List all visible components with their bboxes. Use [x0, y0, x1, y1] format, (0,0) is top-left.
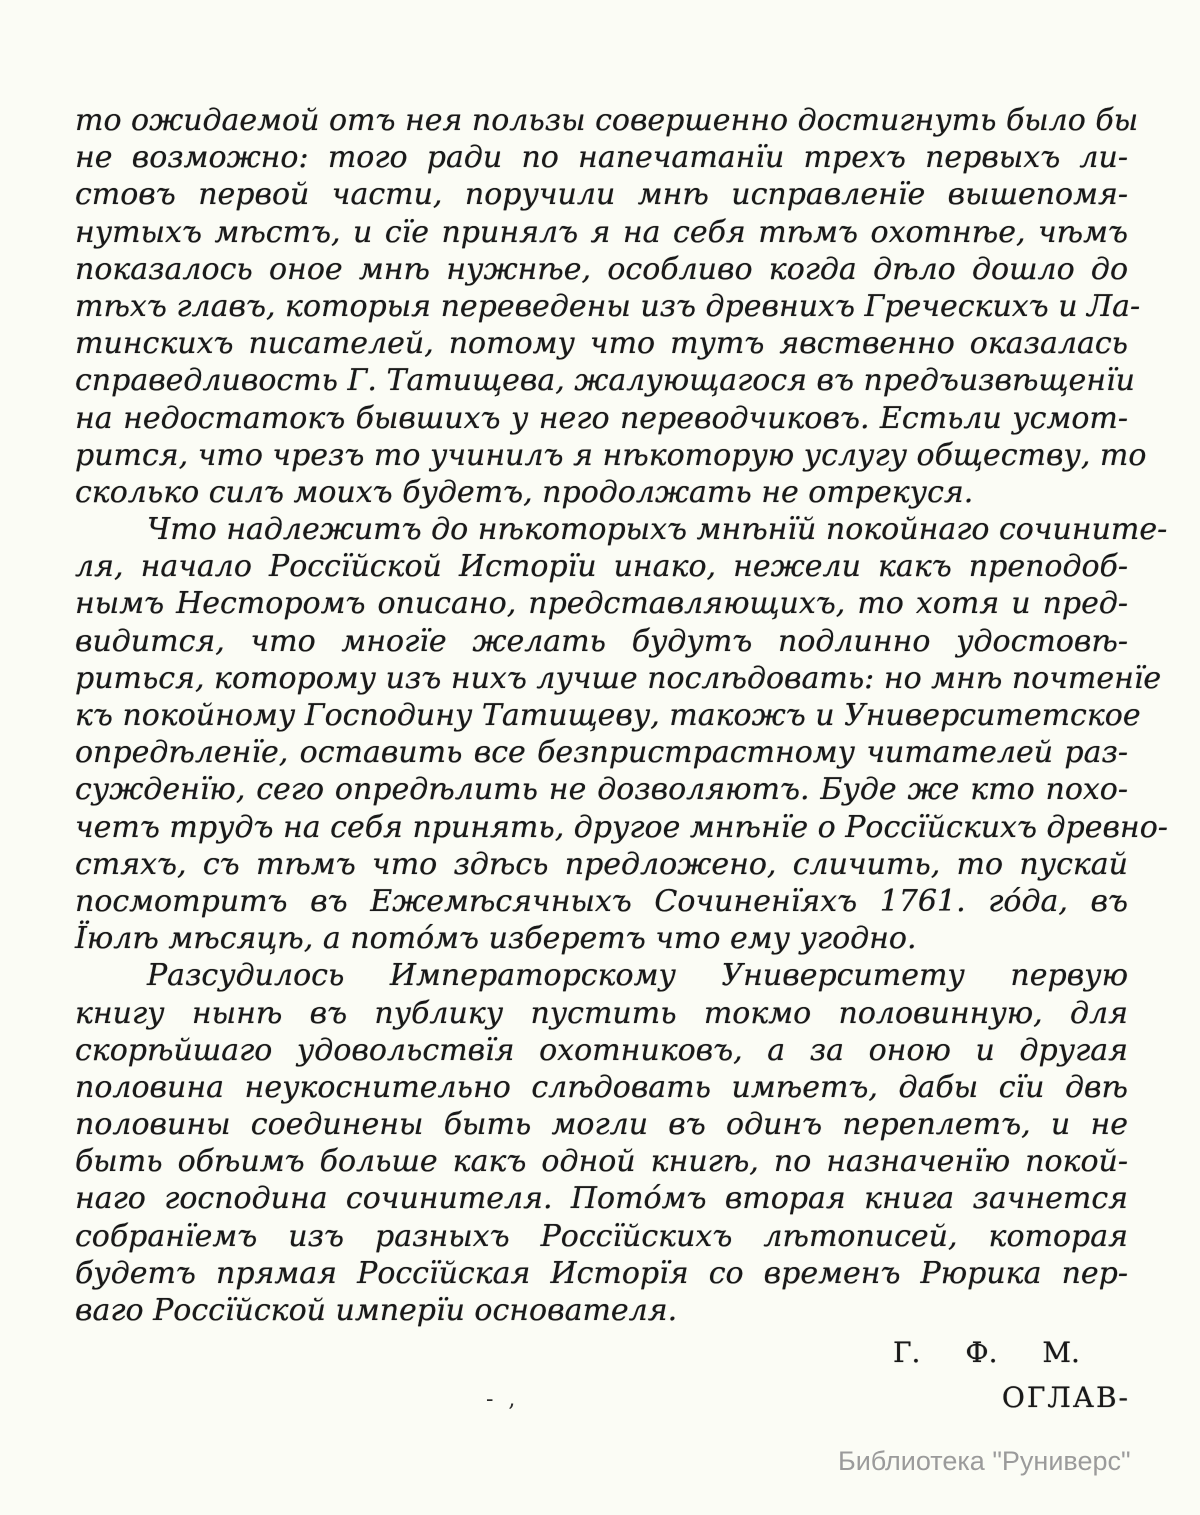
text-line: то ожидаемой отъ нея пользы совершенно достигнуть было бы	[75, 103, 1139, 138]
text-line: не возможно: того ради по напечатанїи трехъ первыхъ ли-	[75, 140, 1128, 176]
text-line: будетъ прямая Россїйская Исторїя со временъ Рюрика пер-	[75, 1255, 1128, 1291]
text-line: Что надлежитъ до нѣкоторыхъ мнѣнїй покойнаго сочините-	[147, 512, 1168, 548]
library-watermark: Библиотека "Руниверс"	[838, 1446, 1131, 1476]
text-line: риться, которому изъ нихъ лучше послѣдовать: но мнѣ почтенїе	[75, 660, 1162, 696]
text-line: на недостатокъ бывшихъ у него переводчиковъ. Естьли усмот-	[75, 400, 1128, 436]
text-line: быть обѣимъ больше какъ одной книгѣ, по назначенїю покой-	[75, 1144, 1128, 1180]
author-initials: Г. Ф. М.	[893, 1336, 1080, 1369]
text-line: показалось оное мнѣ нужнѣе, особливо когда дѣло дошло до	[75, 251, 1128, 287]
text-line: нутыхъ мѣстъ, и сїе принялъ я на себя тѣмъ охотнѣе, чѣмъ	[75, 214, 1128, 250]
text-line: половина неукоснительно слѣдовать имѣетъ, дабы сїи двѣ	[75, 1069, 1128, 1105]
text-line: Разсудилось Императорскому Университету первую	[147, 958, 1128, 994]
text-line: стяхъ, съ тѣмъ что здѣсь предложено, сличить, то пускай	[75, 846, 1128, 882]
ink-mark: - ,	[486, 1387, 520, 1412]
body-text	[75, 102, 1168, 1329]
text-line: тѣхъ главъ, которыя переведены изъ древнихъ Греческихъ и Ла-	[75, 288, 1141, 324]
text-line: стовъ первой части, поручили мнѣ исправленїе вышепомя-	[75, 177, 1128, 213]
text-line: Їюлѣ мѣсяцѣ, а пото́мъ изберетъ что ему угодно.	[75, 921, 917, 957]
text-line: ля, начало Россїйской Исторїи инако, нежели какъ преподоб-	[75, 549, 1128, 585]
text-line: сужденїю, сего опредѣлить не дозволяютъ. Буде же кто похо-	[75, 772, 1128, 808]
text-line: сколько силъ моихъ будетъ, продолжать не отрекуся.	[75, 474, 974, 510]
text-line: посмотритъ въ Ежемѣсячныхъ Сочиненїяхъ 1761. го́да, въ	[75, 883, 1128, 919]
text-line: къ покойному Господину Татищеву, такожъ и Университетское	[75, 698, 1141, 733]
text-line: собранїемъ изъ разныхъ Россїйскихъ лѣтописей, которая	[75, 1218, 1128, 1254]
text-line: ваго Россїйской имперїи основателя.	[75, 1293, 678, 1328]
text-line: видится, что многїе желать будутъ подлинно удостовѣ-	[75, 623, 1128, 659]
text-line: наго господина сочинителя. Пото́мъ вторая книга зачнется	[75, 1181, 1128, 1217]
text-line: рится, что чрезъ то учинилъ я нѣкоторую услугу обществу, то	[75, 437, 1147, 473]
text-line: нымъ Несторомъ описано, представляющихъ, то хотя и пред-	[75, 586, 1128, 622]
text-line: опредѣленїе, оставить все безпристрастному читателей раз-	[75, 735, 1128, 771]
catchword: ОГЛАВ-	[1001, 1381, 1130, 1414]
text-line: справедливость Г. Татищева, жалующагося въ предъизвѣщенїи	[75, 363, 1135, 399]
text-line: книгу нынѣ въ публику пустить токмо половинную, для	[75, 995, 1128, 1031]
text-line: четъ трудъ на себя принять, другое мнѣнїе о Россїйскихъ древно-	[75, 809, 1168, 845]
text-line: половины соединены быть могли въ одинъ переплетъ, и не	[75, 1107, 1128, 1143]
text-line: скорѣйшаго удовольствїя охотниковъ, а за оною и другая	[75, 1032, 1128, 1068]
text-line: тинскихъ писателей, потому что тутъ явственно оказалась	[75, 326, 1128, 362]
